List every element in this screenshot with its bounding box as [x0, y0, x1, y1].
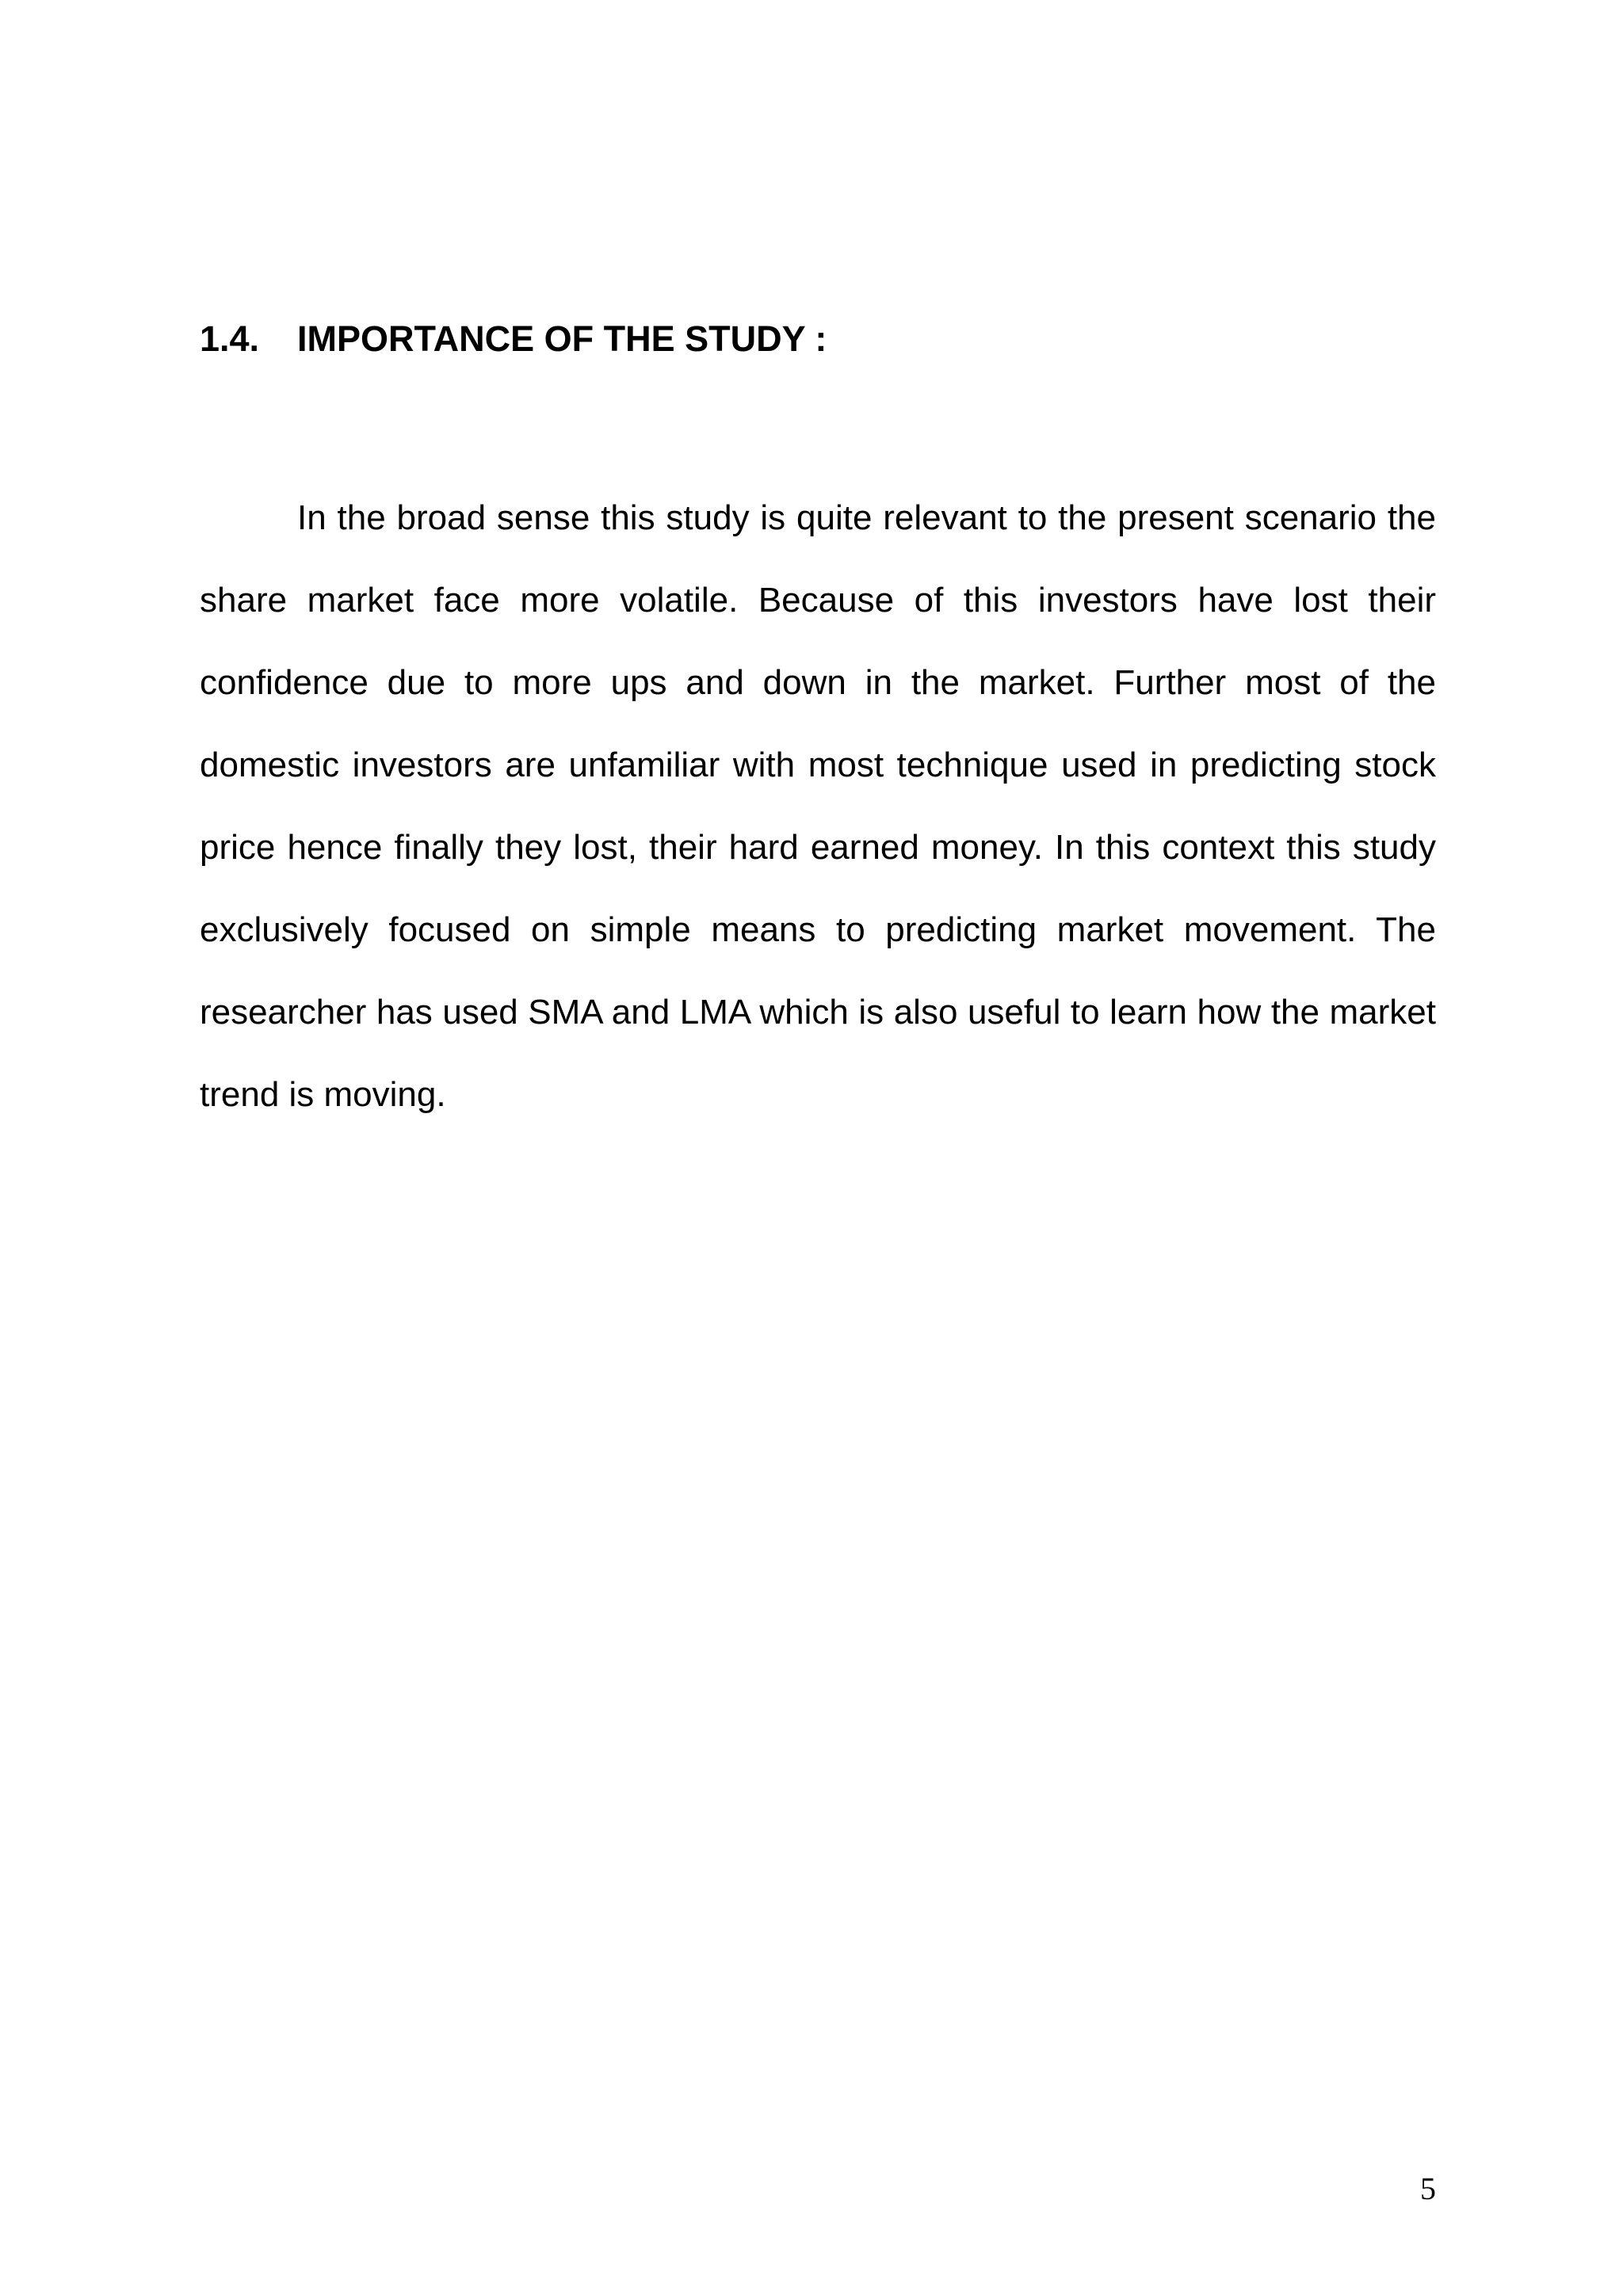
body-paragraph: In the broad sense this study is quite relevant to the present scenario the share market face more volatile. Because of this investors have lost their confidence due to more ups and down in the market. Further most of the domestic investors are unfamiliar with most technique used in predicting stock price hence finally they lost, their hard earned money. In this context this study exclusively focused on simple means to predicting market movement. The researcher has used SMA and LMA which is also useful to learn how the market trend is moving.: [200, 498, 1436, 1114]
section-title: IMPORTANCE OF THE STUDY :: [297, 318, 827, 359]
section-heading: [200, 315, 827, 363]
section-number: 1.4.: [200, 318, 260, 359]
page-number: 5: [1420, 2171, 1436, 2206]
